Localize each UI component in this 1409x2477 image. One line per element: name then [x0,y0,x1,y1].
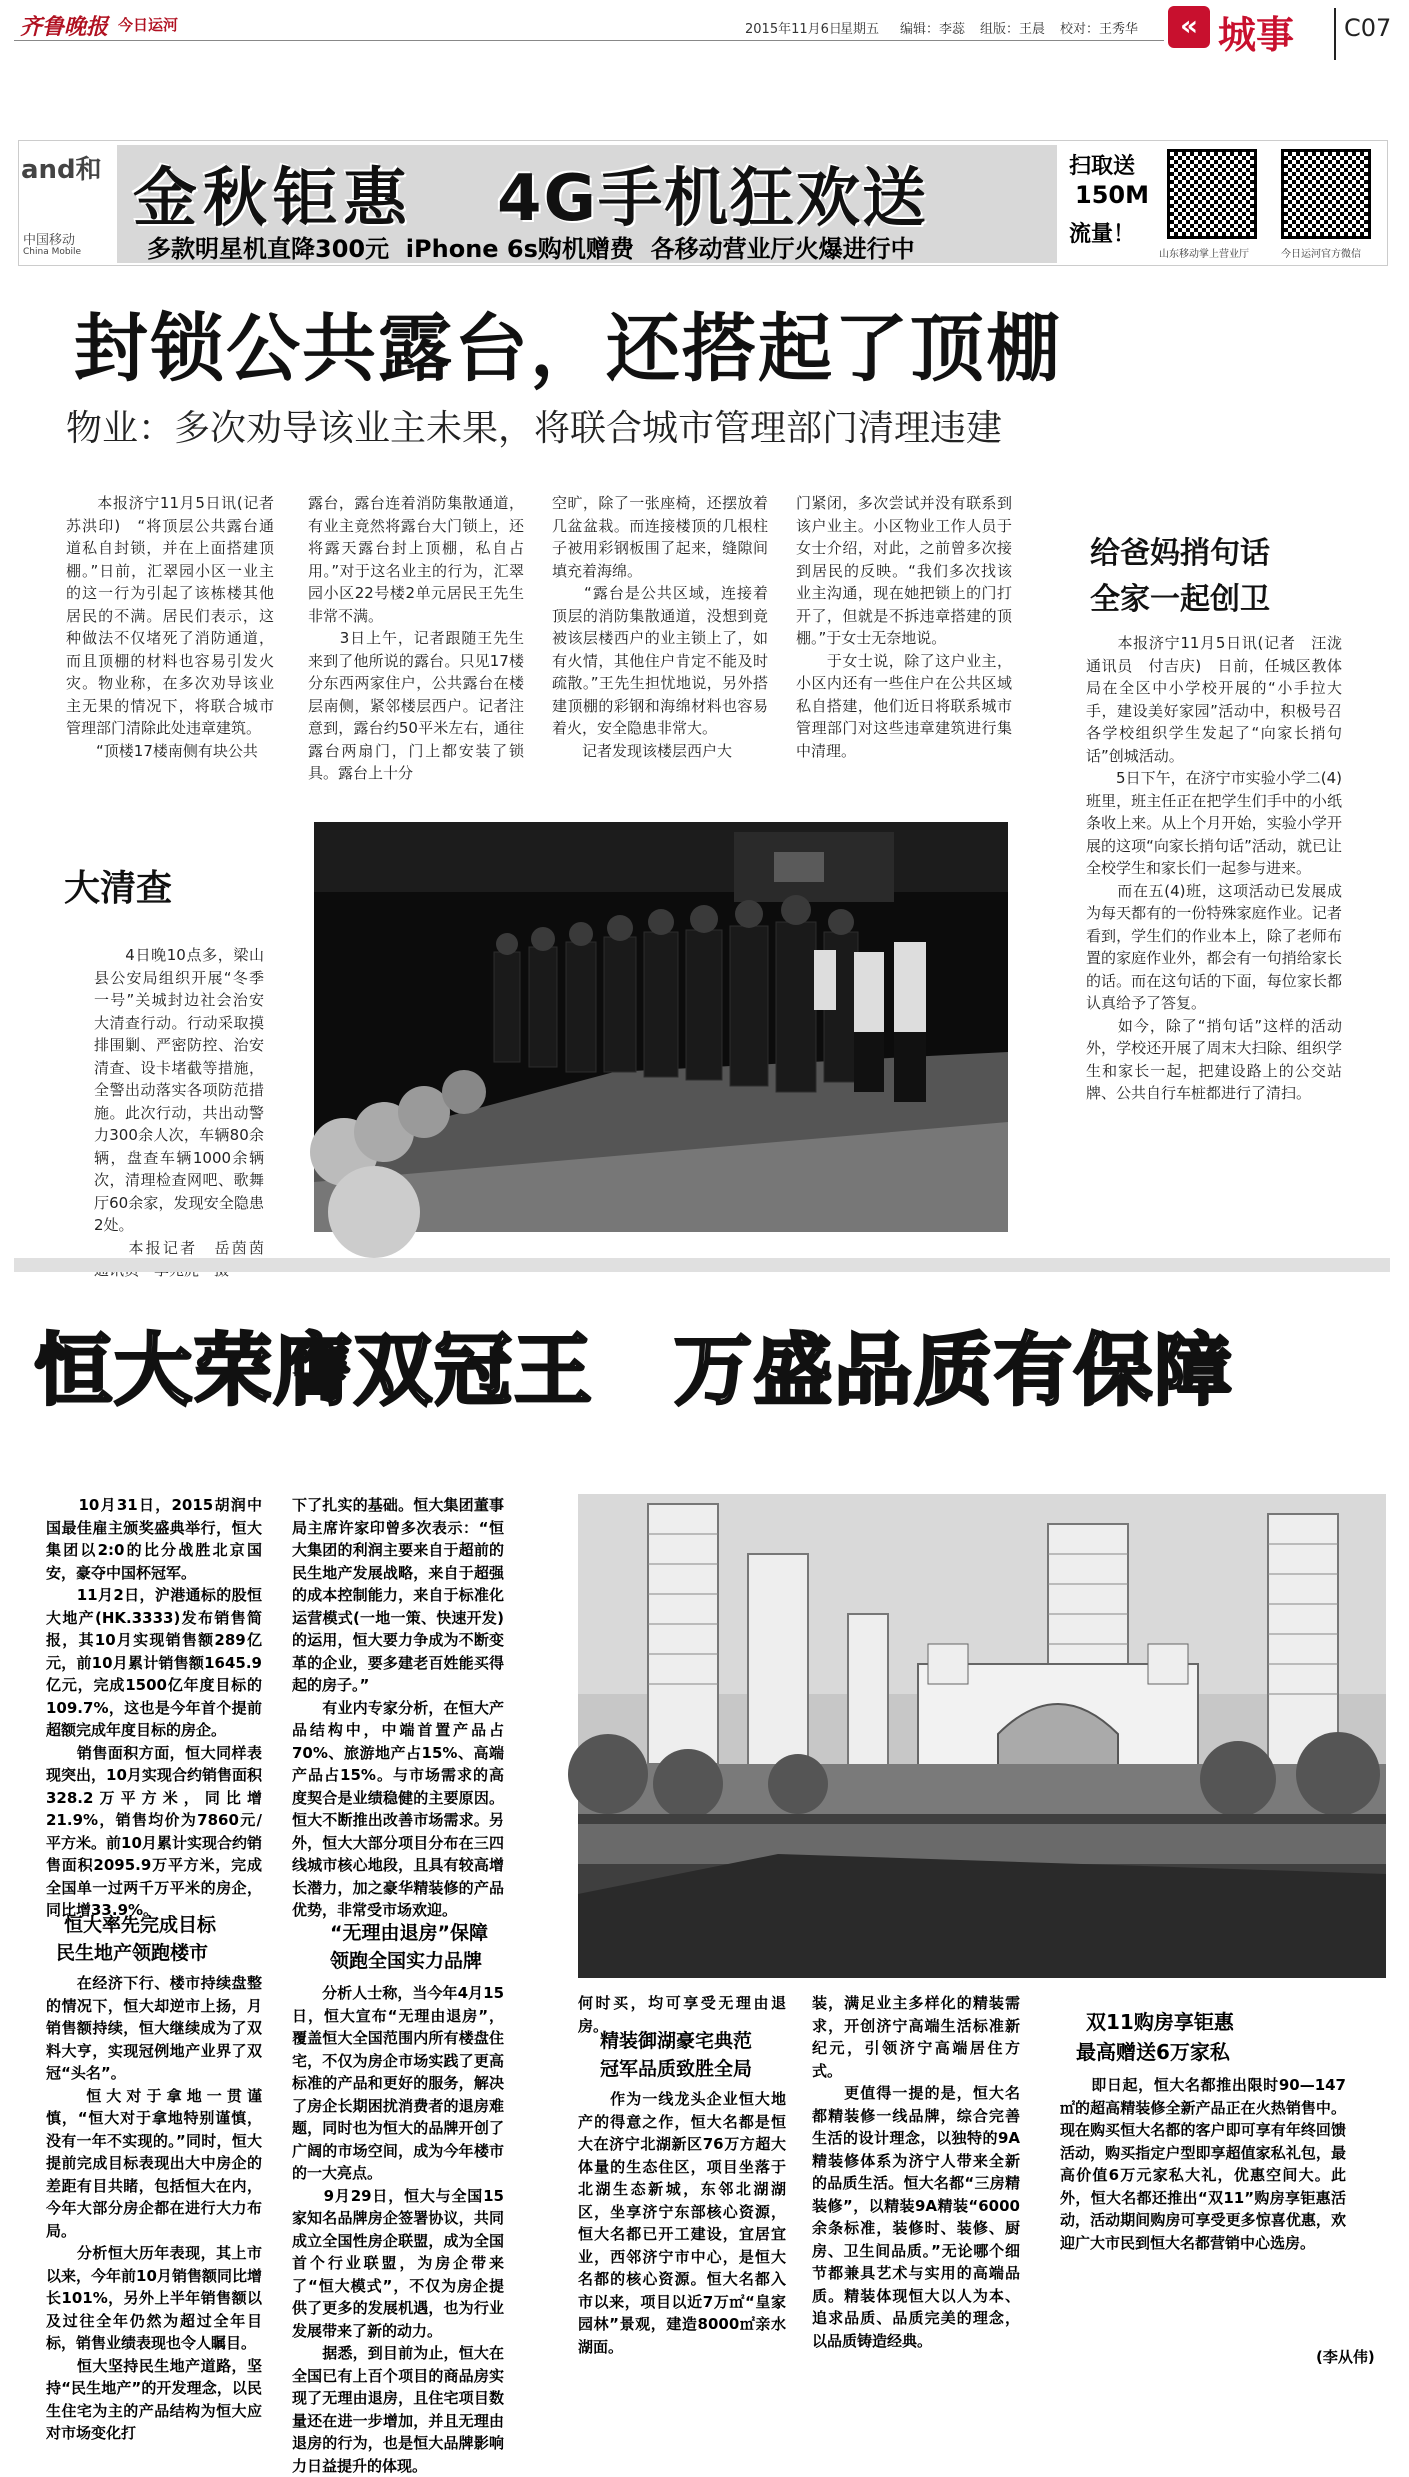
ad-main-panel [117,145,1057,263]
ad-banner[interactable] [18,140,1388,266]
qr-code-mobile[interactable] [1167,149,1257,239]
story4-column-4: 装，满足业主多样化的精装需求，开创济宁高端生活标准新纪元，引领济宁高端居住方式。 更值得一提的是，恒大名都精装修一线品牌，综合完善生活的设计理念，以独特的9A精装修体系为济宁人带来全新的品质生活。恒大名都“三房精装修”，以精装9A精装“6000余条标准，装修时、装修、厨房、卫生间品质。”无论哪个细节都兼具艺术与实用的高端品质。精装体现恒大以人为本、追求品质、品质完美的理念，以品质铸造经典。 [812,1994,1020,2350]
story4-col1-sub-1: 恒大率先完成目标 [64,1914,217,1936]
story4-column-5: 即日起，恒大名都推出限时90—147㎡的超高精装修全新产品正在火热销售中。现在购买恒大名都的客户即可享有年终回馈活动，购买指定户型即享超值家私礼包，最高价值6万元家私大礼，优惠空间大。此外，恒大名都还推出“双11”购房享钜惠活动，活动期间购房可享受更多惊喜优惠，欢迎广大市民到恒大名都营销中心选房。 [1060,2076,1346,2252]
police-photo [314,822,1008,1232]
weekday: 星期五 [840,22,880,37]
qr-code-wechat[interactable] [1281,149,1371,239]
story4-column-2: 下了扎实的基础。恒大集团董事局主席许家印曾多次表示：“恒大集团的利润主要来自于超前的民生地产发展战略，来自于超强的成本控制能力，来自于标准化运营模式(一地一策、快速开发)的运用，恒大要力争成为不断变革的企业，要多建老百姓能买得起的房子。” 有业内专家分析，在恒大产品结构中，中端首置产品占70%、旅游地产占15%、高端产品占15%。与市场需求的高度契合是业绩稳健的主要原因。恒大不断推出改善市场需求。另外，恒大大部分项目分布在三四线城市核心地段，且具有较高增长潜力，加之豪华精装修的产品优势，非常受市场欢迎。 [292,1496,504,1919]
story4-col2-sub-2: 领跑全国实力品牌 [330,1950,483,1972]
date: 2015年11月6日 [745,22,842,37]
story4-signature: (李从伟) [1316,2348,1375,2366]
layout-editor: 组版：王晨 [980,22,1046,37]
ad-brand-top: and和 [21,155,102,185]
section-icon: « [1168,6,1210,48]
story4-col5-sub-1: 双11购房享钜惠 [1086,2010,1234,2034]
story4-col1-sub-2: 民生地产领跑楼市 [56,1942,209,1964]
story2-headline-1: 给爸妈捎句话 [1090,536,1270,571]
ad-promo-line: 多款明星机直降300元 iPhone 6s购机赠费 各移动营业厅火爆进行中 [147,235,915,263]
story1-column-1: 本报济宁11月5日讯(记者 苏洪印) “将顶层公共露台通道私自封锁，并在上面搭建顶棚。”日前，汇翠园小区一业主的这一行为引起了该栋楼其他居民的不满。居民们表示，这种做法不仅堵死了消防通道，而且顶棚的材料也容易引发火灾。物业称，在多次劝导该业主无果的情况下，将联合城市管理部门清除此处违章建筑。 “顶楼17楼南侧有块公共 [66,494,274,760]
half-divider [14,1258,1390,1272]
section-name: 城事 [1218,13,1295,57]
story1-column-3: 空旷，除了一张座椅，还摆放着几盆盆栽。而连接楼顶的几根柱子被用彩钢板围了起来，缝隙间填充着海绵。 “露台是公共区域，连接着顶层的消防集散通道，没想到竟被该层楼西户的业主锁上了，如有火情，其他住户肯定不能及时疏散。”王先生担忧地说，另外搭建顶棚的彩钢和海绵材料也容易着火，安全隐患非常大。 记者发现该楼层西户大 [552,494,768,760]
header-divider [1334,8,1336,60]
edition-name: 今日运河 [118,16,179,34]
proofreader: 校对：王秀华 [1060,22,1139,37]
story1-column-4: 门紧闭，多次尝试并没有联系到该户业主。小区物业工作人员于女士介绍，对此，之前曾多次接到居民的反映。“我们多次找该业主沟通，现在她把锁上的门打开了，但就是不拆违章搭建的顶棚。”于女士无奈地说。 于女士说，除了这户业主，小区内还有一些住户在公共区域私自搭建，他们近日将联系城市管理部门对这些违章建筑进行集中清理。 [796,494,1012,760]
ad-slogan-1: 金秋钜惠 [133,162,413,236]
ad-scan-1: 扫取送 [1069,154,1136,179]
story1-headline: 封锁公共露台，还搭起了顶棚 [74,306,1062,392]
ad-slogan-2: 4G手机狂欢送 [497,162,929,236]
story1-subhead: 物业：多次劝导该业主未果，将联合城市管理部门清理违建 [66,408,1003,449]
story3-body: 4日晚10点多，梁山县公安局组织开展“冬季一号”关城封边社会治安大清查行动。行动采取摸排围剿、严密防控、治安清查、设卡堵截等措施，全警出动落实各项防范措施。此次行动，共出动警力300余人次，车辆80余辆，盘查车辆1000余辆次，清理检查网吧、歌舞厅60余家，发现安全隐患2处。 本报记者 岳茵茵 [94,946,264,1257]
story4-column-3: 何时买，均可享受无理由退房。 [578,1994,786,2035]
story4-col3-sub-2: 冠军品质致胜全局 [600,2058,753,2080]
story4-col5-sub-2: 最高赠送6万家私 [1076,2040,1230,2064]
qr-caption-mobile: 山东移动掌上营业厅 [1159,249,1249,260]
story4-column-1: 10月31日，2015胡润中国最佳雇主颁奖盛典举行，恒大集团以2:0的比分战胜北京国安，豪夺中国杯冠军。 11月2日，沪港通标的股恒大地产(HK.3333)发布销售简报，其10月实现销售额289亿元，前10月累计销售额1645.9亿元，完成1500亿年度目标的109.7%，这也是今年首个提前超额完成年度目标的房企。 销售面积方面，恒大同样表现突出，10月实现合约销售面积328.2万平方米，同比增21.9%，销售均价为7860元/平方米。前10月累计实现合约销售面积2095.9万平方米，完成全国单一过两千万平米的房企，同比增33.9%。 [46,1496,262,1919]
story1-column-2: 露台，露台连着消防集散通道，有业主竟然将露台大门锁上，还将露天露台封上顶棚，私自占用。”对于这名业主的行为，汇翠园小区22号楼2单元居民王先生非常不满。 3日上午，记者跟随王先生来到了他所说的露台。只见17楼分东西两家住户，公共露台在楼层南侧，紧邻楼层西户。记者注意到，露台约50平米左右，通往露台两扇门，门上都安装了锁具。露台上十分 [308,494,524,782]
ad-scan-2: 150M [1075,181,1149,209]
page-number: C07 [1344,14,1392,42]
qr-caption-wechat: 今日运河官方微信 [1281,249,1361,260]
story2-body: 本报济宁11月5日讯(记者 汪泷 通讯员 付吉庆) 日前，任城区教体局在全区中小学校开展的“小手拉大手，建设美好家园”活动中，积极号召各学校组织学生发起了“向家长捎句话”创城活动。 5日下午，在济宁市实验小学二(4)班里，班主任正在把学生们手中的小纸条收上来。从上个月开始，实验小学开展的这项“向家长捎句话”活动，就已让全校学生和家长们一起参与进来。 而在五(4)班，这项活动已发展成为每天都有的一份特殊家庭作业。记者看到，学生们的作业本上，除了老师布置的家庭作业外，都会有一句捎给家长的话。而在这句话的下面，每位家长都认真给予了答复。 如今，除了“捎句话”这样的活动外，学校还开展了周末大扫除、组织学生和家长一起，把建设路上的公交站牌、公共自行车桩都进行了清扫。 [1086,634,1342,1102]
story4-col3-sub-1: 精装御湖豪宅典范 [600,2030,753,2052]
editor: 编辑：李蕊 [900,22,966,37]
story2-headline-2: 全家一起创卫 [1090,582,1270,617]
story4-column-1b: 在经济下行、楼市持续盘整的情况下，恒大却逆市上扬，月销售额持续，恒大继续成为了双料大亨，实现冠例地产业界了双冠“头名”。 恒大对于拿地一贯谨慎，“恒大对于拿地特别谨慎，没有一年不实现的。”同时，恒大提前完成目标表现出大中房企的差距有目共睹，包括恒大在内，今年大部分房企都在进行大力布局。 分析恒大历年表现，其上市以来，今年前10月销售额同比增长101%，另外上半年销售额以及过往全年仍然为超过全年目标，销售业绩表现也令人瞩目。 恒大坚持民生地产道路，坚持“民生地产”的开发理念，以民生住宅为主的产品结构为恒大应对市场变化打 [46,1974,262,2442]
story3-headline: 大清查 [64,868,173,909]
header-rule [14,40,1164,41]
ad-scan-3: 流量！ [1069,222,1136,247]
story4-column-2b: 分析人士称，当今年4月15日，恒大宣布“无理由退房”，覆盖恒大全国范围内所有楼盘住宅，不仅为房企市场实践了更高标准的产品和更好的服务，解决了房企长期困扰消费者的退房难题，同时也为恒大的品牌开创了广阔的市场空间，成为今年楼市的一大亮点。 9月29日，恒大与全国15家知名品牌房企签署协议，共同成立全国性房企联盟，成为全国首个行业联盟，为房企带来了“恒大模式”，不仅为房企提供了更多的发展机遇，也为行业发展带来了新的动力。 据悉，到目前为止，恒大在全国已有上百个项目的商品房实现了无理由退房，且住宅项目数量还在进一步增加，并且无理由退房的行为，也是恒大品牌影响力日益提升的体现。 [292,1984,504,2475]
story4-headline: 恒大荣膺双冠王 万盛品质有保障 [34,1326,1235,1416]
ad-brand-name: 中国移动 [23,233,76,248]
story4-col2-sub-1: “无理由退房”保障 [330,1922,488,1944]
ad-brand-en: China Mobile [23,247,82,257]
estate-photo [578,1494,1386,1978]
paper-name: 齐鲁晚报 [20,14,109,40]
story4-column-3b: 作为一线龙头企业恒大地产的得意之作，恒大名都是恒大在济宁北湖新区76万方超大体量的生态住区，项目坐落于北湖生态新城，东邻北湖湖区，坐享济宁东部核心资源，恒大名都已开工建设，宜居宜业，西邻济宁市中心，是恒大名都的核心资源。恒大名都入市以来，项目以近7万㎡“皇家园林”景观，建造8000㎡亲水湖面。 [578,2090,786,2356]
